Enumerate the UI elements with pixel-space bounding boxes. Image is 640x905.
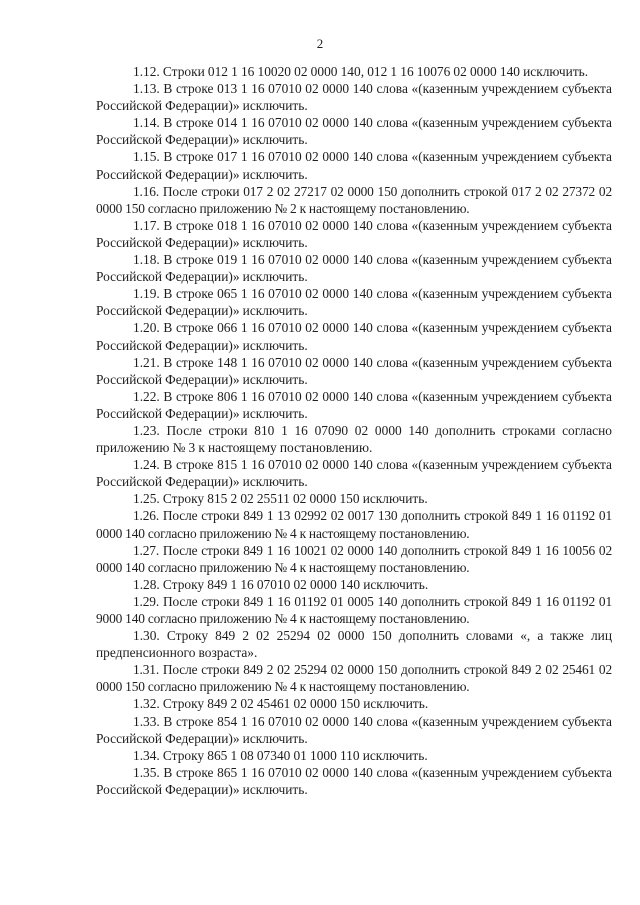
paragraph-1-18: 1.18. В строке 019 1 16 07010 02 0000 140 слова «(казенным учреждением субъекта Российской Федерации)» исключить. xyxy=(96,252,612,285)
paragraph-1-19: 1.19. В строке 065 1 16 07010 02 0000 140 слова «(казенным учреждением субъекта Российской Федерации)» исключить. xyxy=(96,286,612,319)
paragraph-1-30: 1.30. Строку 849 2 02 25294 02 0000 150 дополнить словами «, а также лиц предпенсионного возраста». xyxy=(96,628,612,661)
paragraph-1-21: 1.21. В строке 148 1 16 07010 02 0000 140 слова «(казенным учреждением субъекта Российской Федерации)» исключить. xyxy=(96,354,612,387)
paragraph-1-13: 1.13. В строке 013 1 16 07010 02 0000 140 слова «(казенным учреждением субъекта Российской Федерации)» исключить. xyxy=(96,81,612,114)
paragraph-1-20: 1.20. В строке 066 1 16 07010 02 0000 140 слова «(казенным учреждением субъекта Российской Федерации)» исключить. xyxy=(96,320,612,353)
paragraph-1-34: 1.34. Строку 865 1 08 07340 01 1000 110 исключить. xyxy=(133,747,428,763)
paragraph-1-33: 1.33. В строке 854 1 16 07010 02 0000 140 слова «(казенным учреждением субъекта Российской Федерации)» исключить. xyxy=(96,713,612,746)
paragraph-1-23: 1.23. После строки 810 1 16 07090 02 0000 140 дополнить строками согласно приложению № 3 к настоящему постановлению. xyxy=(96,422,612,456)
paragraph-1-32: 1.32. Строку 849 2 02 45461 02 0000 150 исключить. xyxy=(133,696,429,712)
paragraph-1-17: 1.17. В строке 018 1 16 07010 02 0000 140 слова «(казенным учреждением субъекта Российской Федерации)» исключить. xyxy=(96,217,612,250)
paragraph-1-15: 1.15. В строке 017 1 16 07010 02 0000 140 слова «(казенным учреждением субъекта Российской Федерации)» исключить. xyxy=(96,149,612,182)
paragraph-1-25: 1.25. Строку 815 2 02 25511 02 0000 150 исключить. xyxy=(133,491,428,507)
paragraph-1-28: 1.28. Строку 849 1 16 07010 02 0000 140 исключить. xyxy=(133,576,429,592)
document-body xyxy=(96,63,612,798)
paragraph-1-26: 1.26. После строки 849 1 13 02992 02 0017 130 дополнить строкой 849 1 16 01192 01 0000 140 согласно приложению № 4 к настоящему постановлению. xyxy=(96,508,612,541)
paragraph-1-27: 1.27. После строки 849 1 16 10021 02 0000 140 дополнить строкой 849 1 16 10056 02 0000 140 согласно приложению № 4 к настоящему постановлению. xyxy=(96,542,612,575)
paragraph-1-24: 1.24. В строке 815 1 16 07010 02 0000 140 слова «(казенным учреждением субъекта Российской Федерации)» исключить. xyxy=(96,457,612,490)
paragraph-1-16: 1.16. После строки 017 2 02 27217 02 0000 150 дополнить строкой 017 2 02 27372 02 0000 150 согласно приложению № 2 к настоящему постановлению. xyxy=(96,183,612,216)
paragraph-1-22: 1.22. В строке 806 1 16 07010 02 0000 140 слова «(казенным учреждением субъекта Российской Федерации)» исключить. xyxy=(96,388,612,421)
paragraph-1-29: 1.29. После строки 849 1 16 01192 01 0005 140 дополнить строкой 849 1 16 01192 01 9000 140 согласно приложению № 4 к настоящему постановлению. xyxy=(96,593,612,626)
paragraph-1-31: 1.31. После строки 849 2 02 25294 02 0000 150 дополнить строкой 849 2 02 25461 02 0000 150 согласно приложению № 4 к настоящему постановлению. xyxy=(96,662,612,695)
page-number: 2 xyxy=(316,36,324,51)
paragraph-1-14: 1.14. В строке 014 1 16 07010 02 0000 140 слова «(казенным учреждением субъекта Российской Федерации)» исключить. xyxy=(96,115,612,148)
paragraph-1-12: 1.12. Строки 012 1 16 10020 02 0000 140, 012 1 16 10076 02 0000 140 исключить. xyxy=(133,64,589,79)
paragraph-1-35: 1.35. В строке 865 1 16 07010 02 0000 140 слова «(казенным учреждением субъекта Российской Федерации)» исключить. xyxy=(96,764,612,797)
